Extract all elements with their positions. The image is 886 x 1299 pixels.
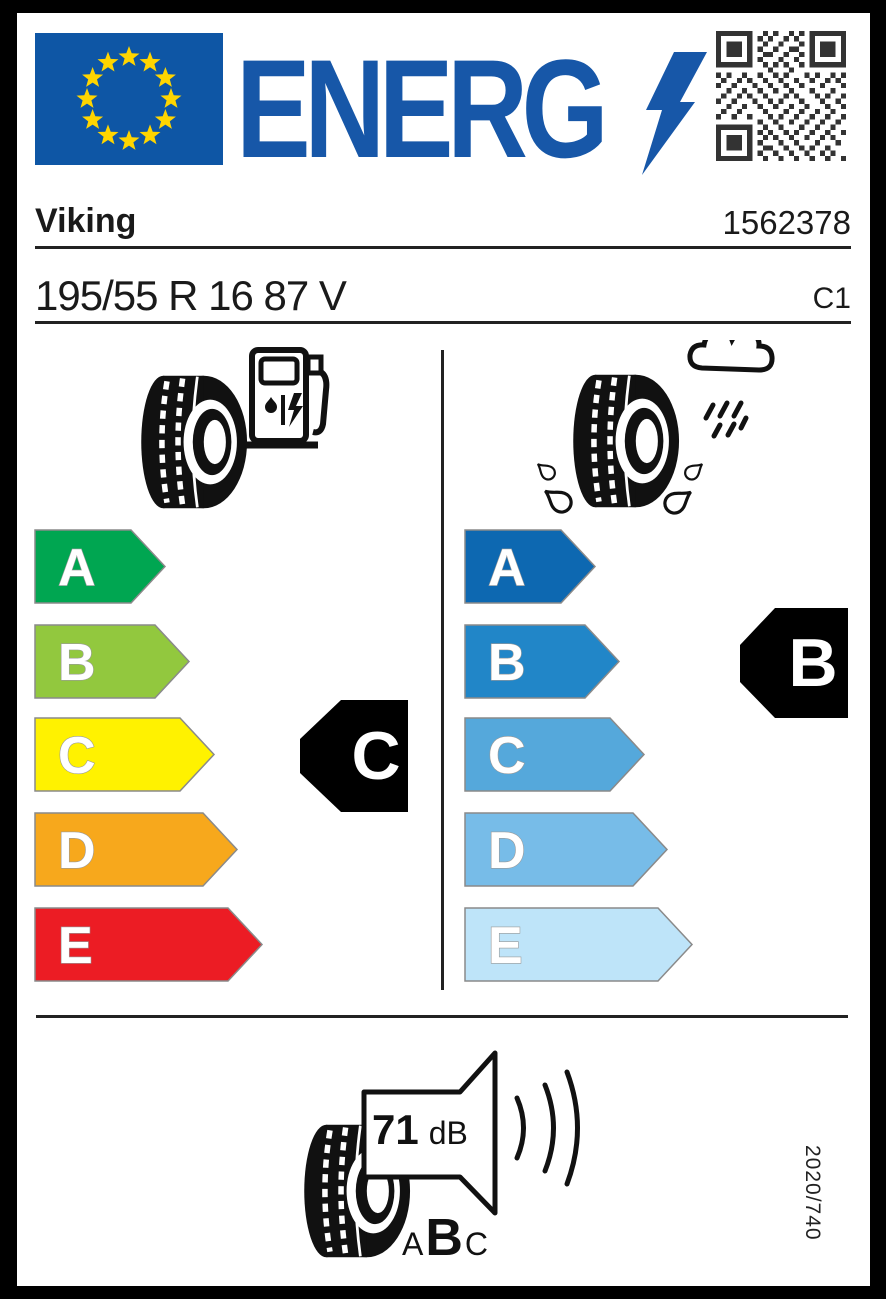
svg-text:B: B — [488, 634, 526, 692]
scale-divider — [441, 350, 444, 990]
regulation-number: 2020/740 — [801, 1145, 824, 1241]
sound-waves-icon — [517, 1072, 578, 1184]
fuel-class-c — [35, 718, 214, 791]
tire-class: C1 — [812, 282, 851, 315]
tire-size: 195/55 R 16 87 V — [35, 272, 346, 319]
wet-class-e — [465, 908, 692, 981]
svg-text:E: E — [58, 917, 93, 975]
energ-wordmark: ENERG — [236, 30, 603, 187]
wet-rating-arrow — [740, 608, 848, 718]
svg-text:E: E — [488, 917, 523, 975]
fuel-pump-icon — [244, 350, 326, 445]
svg-text:A: A — [488, 539, 526, 597]
fuel-class-d — [35, 813, 237, 886]
svg-text:C: C — [351, 718, 401, 794]
tire-and-rain-cloud-icon — [535, 340, 790, 520]
svg-text:A: A — [58, 539, 96, 597]
fuel-efficiency-scale — [30, 525, 415, 985]
noise-unit: dB — [428, 1115, 468, 1151]
wet-class-b — [465, 625, 619, 698]
tire-and-fuel-pump-icon — [120, 345, 345, 515]
wet-class-d — [465, 813, 667, 886]
fuel-class-b — [35, 625, 189, 698]
noise-class-c: C — [464, 1226, 489, 1262]
noise-value-group — [372, 1106, 468, 1154]
divider-under-size — [35, 321, 851, 324]
fuel-class-e — [35, 908, 262, 981]
wet-grip-scale — [460, 525, 860, 985]
wet-class-c — [465, 718, 644, 791]
divider-noise-section — [36, 1015, 848, 1018]
qr-code — [716, 31, 846, 161]
noise-class-b: B — [425, 1209, 463, 1267]
eu-flag-stars — [35, 33, 223, 165]
noise-value: 71 — [372, 1106, 419, 1153]
rain-cloud-icon — [690, 340, 772, 436]
svg-text:B: B — [58, 634, 96, 692]
fuel-class-a — [35, 530, 165, 603]
svg-text:C: C — [488, 727, 526, 785]
eu-flag — [35, 33, 223, 165]
svg-text:C: C — [58, 727, 96, 785]
fuel-rating-arrow — [300, 700, 408, 812]
label-id: 1562378 — [722, 204, 851, 241]
svg-text:B: B — [788, 625, 838, 701]
divider-under-brand — [35, 246, 851, 249]
wet-class-a — [465, 530, 595, 603]
brand-name: Viking — [35, 202, 137, 240]
noise-class-a: A — [402, 1226, 424, 1262]
lightning-bolt-icon — [632, 52, 707, 175]
svg-text:D: D — [488, 822, 526, 880]
noise-class-indicator — [402, 1208, 488, 1268]
svg-text:D: D — [58, 822, 96, 880]
